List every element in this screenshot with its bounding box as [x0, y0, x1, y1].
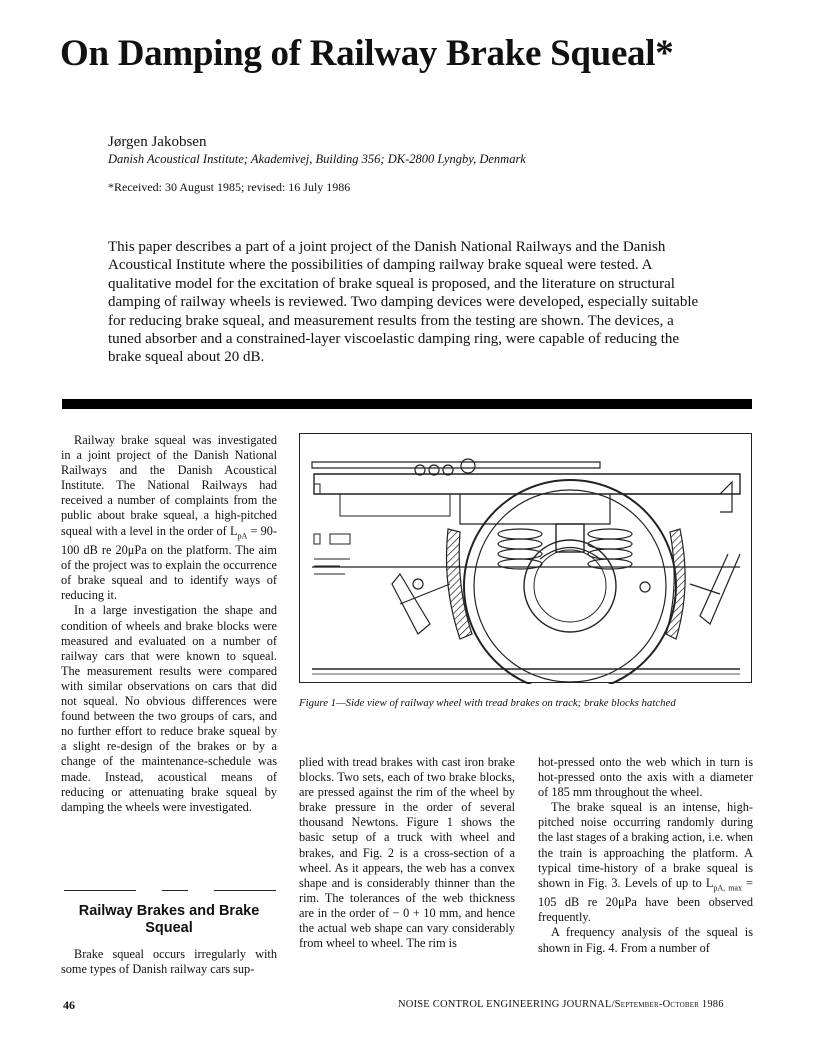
- paragraph: A frequency analysis of the squeal is shown in Fig. 4. From a number of: [538, 925, 753, 955]
- paragraph-text: The brake squeal is an intense, high-pitched noise occurring randomly during the last stages of a braking action, i.e. when the train is approaching the platform. A typical time-history of a brake squeal is shown in Fig. 3. Levels of up to L: [538, 800, 753, 890]
- author-name: Jørgen Jakobsen: [108, 134, 207, 150]
- section-heading: Railway Brakes and Brake Squeal: [78, 903, 260, 936]
- section-divider-bar: [62, 399, 752, 409]
- section-heading-rule: [64, 890, 276, 891]
- railway-wheel-drawing: [300, 434, 753, 684]
- received-date-note: *Received: 30 August 1985; revised: 16 July 1986: [108, 180, 351, 194]
- brake-block-left: [447, 529, 473, 639]
- paragraph: hot-pressed onto the web which in turn is hot-pressed onto the axis with a diameter of 185 mm throughout the wheel.: [538, 755, 753, 800]
- bogie-frame: [314, 474, 740, 494]
- paragraph: In a large investigation the shape and condition of wheels and brake blocks were measured and evaluated on a number of railway cars that were known to squeal. The measurement results were compared with similar observations on cars that did not squeal. No obvious differences were found between the two groups of cars, and no further effort to reduce brake squeal by a slight re-design of the brakes or by a change of the maintenance-schedule was made. Instead, acoustical means of reducing or attenuating brake squeal by damping the wheels were investigated.: [61, 603, 277, 814]
- author-affiliation: Danish Acoustical Institute; Akademivej, Building 356; DK-2800 Lyngby, Denmark: [108, 152, 526, 166]
- body-column-1-continued: [61, 947, 277, 977]
- figure-1: [299, 433, 752, 683]
- paragraph: plied with tread brakes with cast iron brake blocks. Two sets, each of two brake blocks, are pressed against the rim of the wheel by brake pressure in the order of several thousand Newtons. Figure 1 shows the basic setup of a truck with wheel and brakes, and Fig. 2 is a cross-section of a wheel. As it appears, the web has a convex shape and is considerably thinner than the rim. The tolerances of the web thickness are in the order of − 0 + 10 mm, and hence the actual web shape can vary considerably from wheel to wheel. The rim is: [299, 755, 515, 951]
- body-column-2: [299, 755, 515, 951]
- page-number: 46: [63, 998, 75, 1012]
- paragraph-text: Railway brake squeal was investigated in a joint project of the Danish National Railways and the Danish Acoustical Institute. The National Railways had received a number of complaints from the public about brake squeal, a high-pitched squeal with a level in the order of L: [61, 433, 277, 538]
- paper-title: On Damping of Railway Brake Squeal*: [60, 33, 674, 74]
- paragraph-text: = 90-100 dB re 20μPa on the platform. The aim of the project was to explain the occurrence of brake squeal and to identify ways of reducing it.: [61, 523, 278, 603]
- body-column-1: [61, 433, 277, 815]
- subscript: pA: [237, 531, 248, 541]
- journal-footer: NOISE CONTROL ENGINEERING JOURNAL/September-October 1986: [398, 999, 724, 1010]
- paragraph: [538, 800, 753, 925]
- figure-caption: Figure 1—Side view of railway wheel with tread brakes on track; brake blocks hatched: [299, 697, 676, 709]
- subscript: pA, max: [713, 883, 742, 893]
- body-column-3: [538, 755, 753, 956]
- wheel-hub: [524, 540, 616, 632]
- paragraph: Brake squeal occurs irregularly with some types of Danish railway cars sup-: [61, 947, 277, 977]
- abstract: This paper describes a part of a joint project of the Danish National Railways and the Danish Acoustical Institute where the possibilities of damping railway brake squeal were tested. A qualitative model for the excitation of brake squeal is proposed, and the literature on structural damping of railway wheels is reviewed. Two damping devices were developed, especially suitable for reducing brake squeal, and measurement results from the testing are shown. The devices, a tuned absorber and a constrained-layer viscoelastic damping ring, were capable of reducing the brake squeal about 20 dB.: [108, 239, 699, 366]
- suspension-springs: [498, 529, 632, 569]
- paragraph-text: = 105 dB re 20μPa have been observed frequently.: [538, 875, 753, 925]
- upper-frame: [312, 462, 600, 468]
- paragraph: [61, 433, 277, 603]
